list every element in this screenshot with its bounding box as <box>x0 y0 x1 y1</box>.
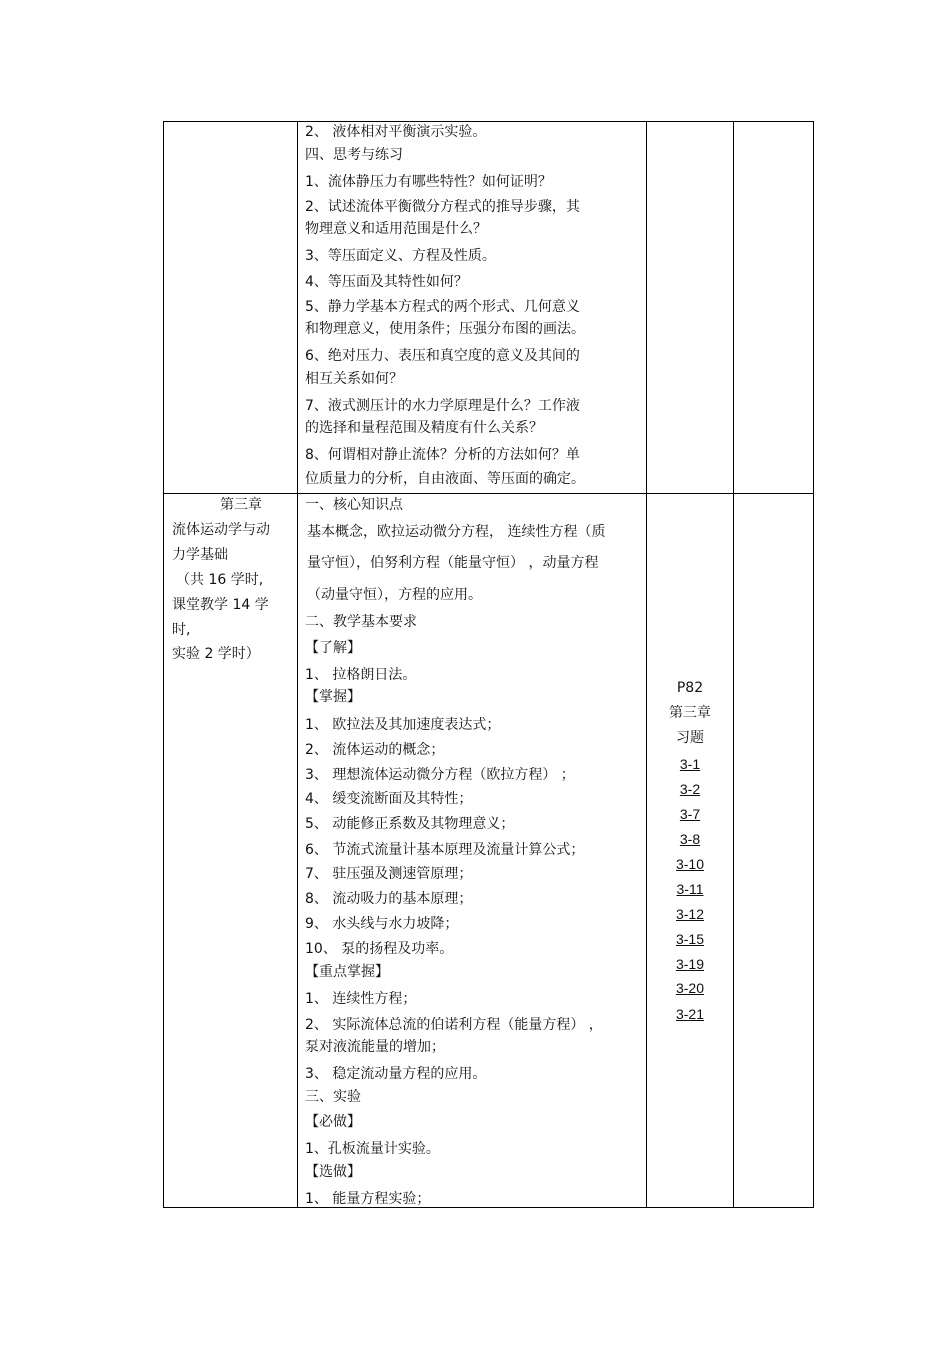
text-line: 3、 理想流体运动微分方程（欧拉方程） ； <box>305 767 575 783</box>
text-line: 1、 能量方程实验； <box>305 1191 431 1207</box>
text-line: 位质量力的分析，自由液面、等压面的确定。 <box>305 471 585 487</box>
text-line: 1、流体静压力有哪些特性？如何证明？ <box>305 174 552 190</box>
chapter-line: 流体运动学与动 <box>172 522 270 538</box>
homework-label: 习题 <box>676 730 704 746</box>
homework-item: 3-7 <box>679 806 701 822</box>
homework-chapter: 第三章 <box>669 705 711 721</box>
text-line: 4、等压面及其特性如何？ <box>305 274 468 290</box>
text-line: 和物理意义，使用条件；压强分布图的画法。 <box>305 321 585 337</box>
text-line: （动量守恒），方程的应用。 <box>307 587 482 603</box>
text-line: 10、 泵的扬程及功率。 <box>305 941 454 957</box>
table-col-line-5 <box>813 121 814 1208</box>
text-line: 6、 节流式流量计基本原理及流量计算公式； <box>305 842 585 858</box>
homework-item: 3-20 <box>675 980 705 996</box>
homework-item: 3-8 <box>679 831 701 847</box>
text-line: 基本概念，欧拉运动微分方程， 连续性方程（质 <box>307 524 606 540</box>
text-line: 1、 连续性方程； <box>305 991 417 1007</box>
table-col-line-4 <box>733 121 734 1208</box>
text-line: 相互关系如何？ <box>305 371 403 387</box>
text-line: 1、 欧拉法及其加速度表达式； <box>305 717 501 733</box>
homework-item: 3-19 <box>675 956 705 972</box>
homework-item: 3-21 <box>675 1006 705 1022</box>
table-border-bottom <box>163 1207 814 1208</box>
homework-page: P82 <box>676 680 704 696</box>
chapter-line: 时, <box>172 622 191 638</box>
table-col-line-1 <box>163 121 164 1208</box>
text-line: 量守恒），伯努利方程（能量守恒） ，动量方程 <box>307 555 599 571</box>
text-line: 7、 驻压强及测速管原理； <box>305 866 473 882</box>
text-line: 2、 液体相对平衡演示实验。 <box>305 124 487 140</box>
text-line: 【了解】 <box>305 640 361 656</box>
text-line: 3、 稳定流动量方程的应用。 <box>305 1066 487 1082</box>
homework-item: 3-10 <box>675 856 705 872</box>
table-border-top <box>163 121 814 122</box>
homework-item: 3-15 <box>675 931 705 947</box>
text-line: 8、何谓相对静止流体？分析的方法如何？单 <box>305 447 580 463</box>
text-line: 【必做】 <box>305 1114 361 1130</box>
text-line: 5、 动能修正系数及其物理意义； <box>305 816 515 832</box>
text-line: 2、 流体运动的概念； <box>305 742 445 758</box>
chapter-line: 力学基础 <box>172 547 228 563</box>
text-line: 一、核心知识点 <box>305 497 403 513</box>
text-line: 【重点掌握】 <box>305 964 389 980</box>
text-line: 1、 拉格朗日法。 <box>305 667 417 683</box>
text-line: 四、思考与练习 <box>305 147 403 163</box>
homework-item: 3-1 <box>679 756 701 772</box>
text-line: 2、试述流体平衡微分方程式的推导步骤，其 <box>305 199 580 215</box>
text-line: 二、教学基本要求 <box>305 614 417 630</box>
homework-item: 3-11 <box>676 881 704 897</box>
text-line: 3、等压面定义、方程及性质。 <box>305 248 496 264</box>
text-line: 6、绝对压力、表压和真空度的意义及其间的 <box>305 348 580 364</box>
text-line: 物理意义和适用范围是什么？ <box>305 221 487 237</box>
table-row-divider <box>163 493 814 494</box>
text-line: 7、液式测压计的水力学原理是什么？工作液 <box>305 398 580 414</box>
text-line: 【掌握】 <box>305 689 361 705</box>
homework-item: 3-12 <box>675 906 705 922</box>
text-line: 9、 水头线与水力坡降； <box>305 916 459 932</box>
text-line: 的选择和量程范围及精度有什么关系？ <box>305 420 543 436</box>
text-line: 8、 流动吸力的基本原理； <box>305 891 473 907</box>
text-line: 泵对液流能量的增加； <box>305 1039 445 1055</box>
text-line: 【选做】 <box>305 1164 361 1180</box>
chapter-title: 第三章 <box>220 497 262 513</box>
table-col-line-2 <box>297 121 298 1208</box>
text-line: 三、实验 <box>305 1089 361 1105</box>
text-line: 2、 实际流体总流的伯诺利方程（能量方程） ， <box>305 1017 603 1033</box>
chapter-line: 实验 2 学时） <box>172 646 260 662</box>
table-col-line-3 <box>646 121 647 1208</box>
text-line: 5、静力学基本方程式的两个形式、几何意义 <box>305 299 580 315</box>
chapter-line: （共 16 学时, <box>176 572 264 588</box>
text-line: 4、 缓变流断面及其特性； <box>305 791 473 807</box>
text-line: 1、孔板流量计实验。 <box>305 1141 440 1157</box>
homework-item: 3-2 <box>679 781 701 797</box>
chapter-line: 课堂教学 14 学 <box>172 597 269 613</box>
